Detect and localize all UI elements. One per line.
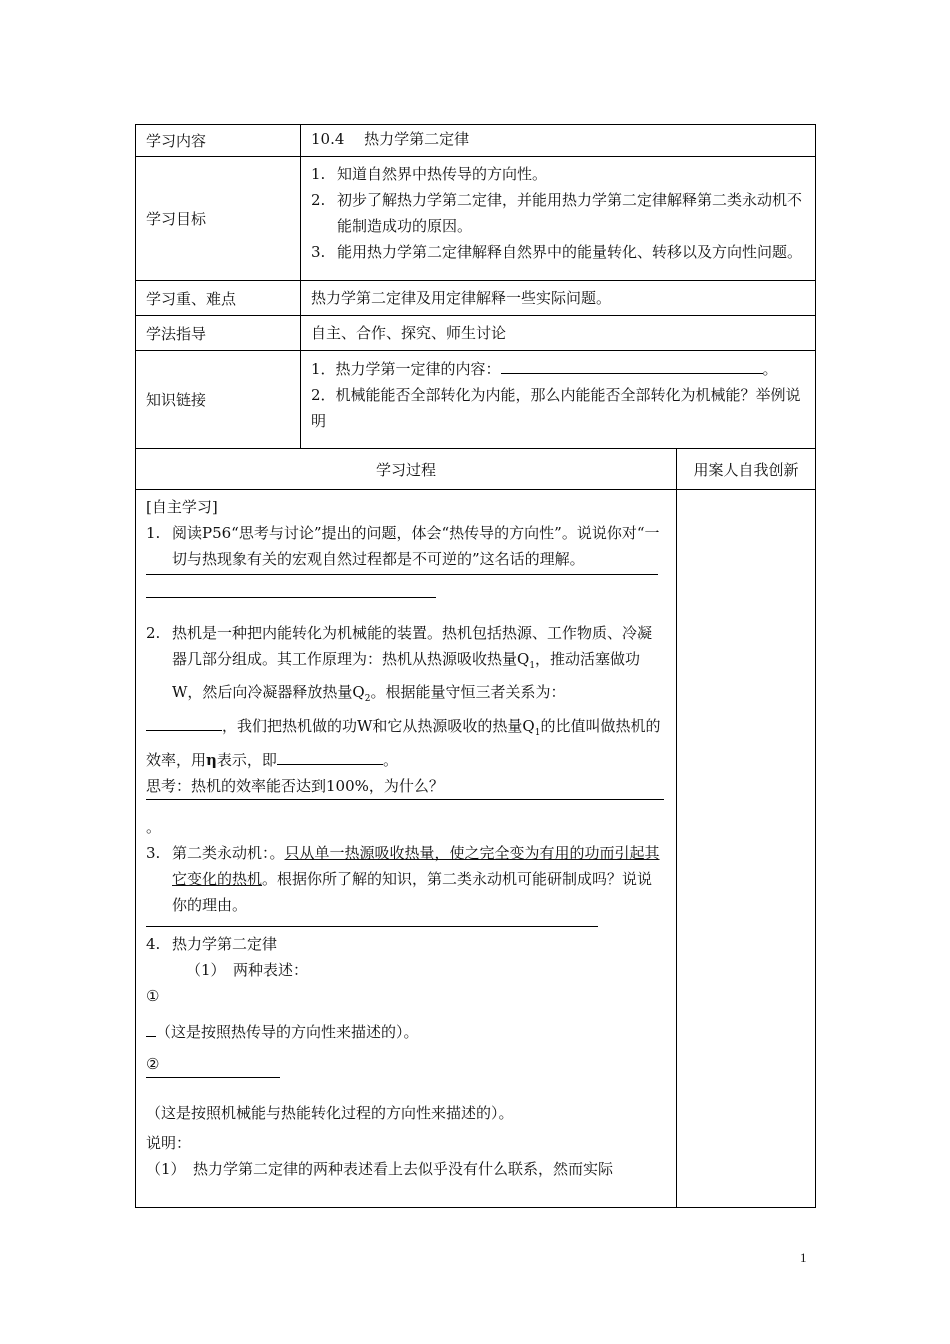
question-3: 3. 第二类永动机：。只从单一热源吸收热量，使之完全变为有用的功而引起其它变化的热机。根据你所了解的知识，第二类永动机可能研制成吗？说说你的理由。 <box>146 844 660 914</box>
label-content: 学习内容 <box>136 125 301 157</box>
page-number: 1 <box>800 1250 807 1265</box>
label-keypoints: 学习重、难点 <box>136 281 301 316</box>
answer-blank <box>277 746 383 765</box>
label-goals: 学习目标 <box>136 157 301 281</box>
note-title: 说明： <box>146 1134 192 1152</box>
goal-item: 1. 知道自然界中热传导的方向性。 <box>311 165 548 183</box>
side-header: 用案人自我创新 <box>677 449 816 490</box>
section-title: [自主学习] <box>146 498 218 516</box>
question-2-cont: ，我们把热机做的功W和它从热源吸收的热量$Q_1$的比值叫做热机的效率，用η表示，即 。 <box>146 712 666 773</box>
goals-list <box>301 157 816 281</box>
sub-item: （1） 两种表述： <box>186 961 309 979</box>
question-4: 4. 热力学第二定律 <box>146 935 278 953</box>
circle-2: ② <box>146 1055 160 1073</box>
row-process-body <box>136 490 816 1208</box>
label-method: 学法指导 <box>136 316 301 351</box>
think-question: 思考：热机的效率能否达到100%，为什么？ <box>146 777 444 795</box>
row-goals <box>136 157 816 281</box>
desc-2: （这是按照机械能与热能转化过程的方向性来描述的）。 <box>146 1104 514 1122</box>
answer-blank <box>501 355 763 374</box>
value-content: 10.4 热力学第二定律 <box>301 125 816 157</box>
row-process-header <box>136 449 816 490</box>
process-header: 学习过程 <box>136 449 677 490</box>
answer-blank <box>146 712 222 731</box>
row-method <box>136 316 816 351</box>
goal-item: 2. 初步了解热力学第二定律，并能用热力学第二定律解释第二类永动机不能制造成功的原因。 <box>311 191 803 235</box>
row-keypoints <box>136 281 816 316</box>
label-links: 知识链接 <box>136 351 301 449</box>
value-keypoints: 热力学第二定律及用定律解释一些实际问题。 <box>301 281 816 316</box>
desc-1: （这是按照热传导的方向性来描述的）。 <box>146 1019 666 1045</box>
process-body <box>136 490 677 1208</box>
goal-item: 3. 能用热力学第二定律解释自然界中的能量转化、转移以及方向性问题。 <box>311 243 803 261</box>
row-links <box>136 351 816 449</box>
question-1: 1. 阅读P56“思考与讨论”提出的问题，体会“热传导的方向性”。说说你对“一切与热现象有关的宏观自然过程都是不可逆的”这名话的理解。 <box>146 524 660 568</box>
question-2: 2. 热机是一种把内能转化为机械能的装置。热机包括热源、工作物质、冷凝器几部分组成。其工作原理为：热机从热源吸收热量$Q_1$，推动活塞做功W，然后向冷凝器释放热量$Q_2$。根据能量守恒三者关系为： <box>146 624 653 704</box>
value-links <box>301 351 816 449</box>
study-table <box>135 124 816 1208</box>
link-item-2: 2．机械能能否全部转化为内能，那么内能能否全部转化为机械能？举例说明 <box>311 386 801 430</box>
note-1: （1） 热力学第二定律的两种表述看上去似乎没有什么联系，然而实际 <box>146 1160 614 1178</box>
value-method: 自主、合作、探究、师生讨论 <box>301 316 816 351</box>
row-content <box>136 125 816 157</box>
end-mark: 。 <box>146 818 162 836</box>
circle-1: ① <box>146 987 160 1005</box>
link-item-1: 1．热力学第一定律的内容： 。 <box>311 355 805 382</box>
side-column <box>677 490 816 1208</box>
